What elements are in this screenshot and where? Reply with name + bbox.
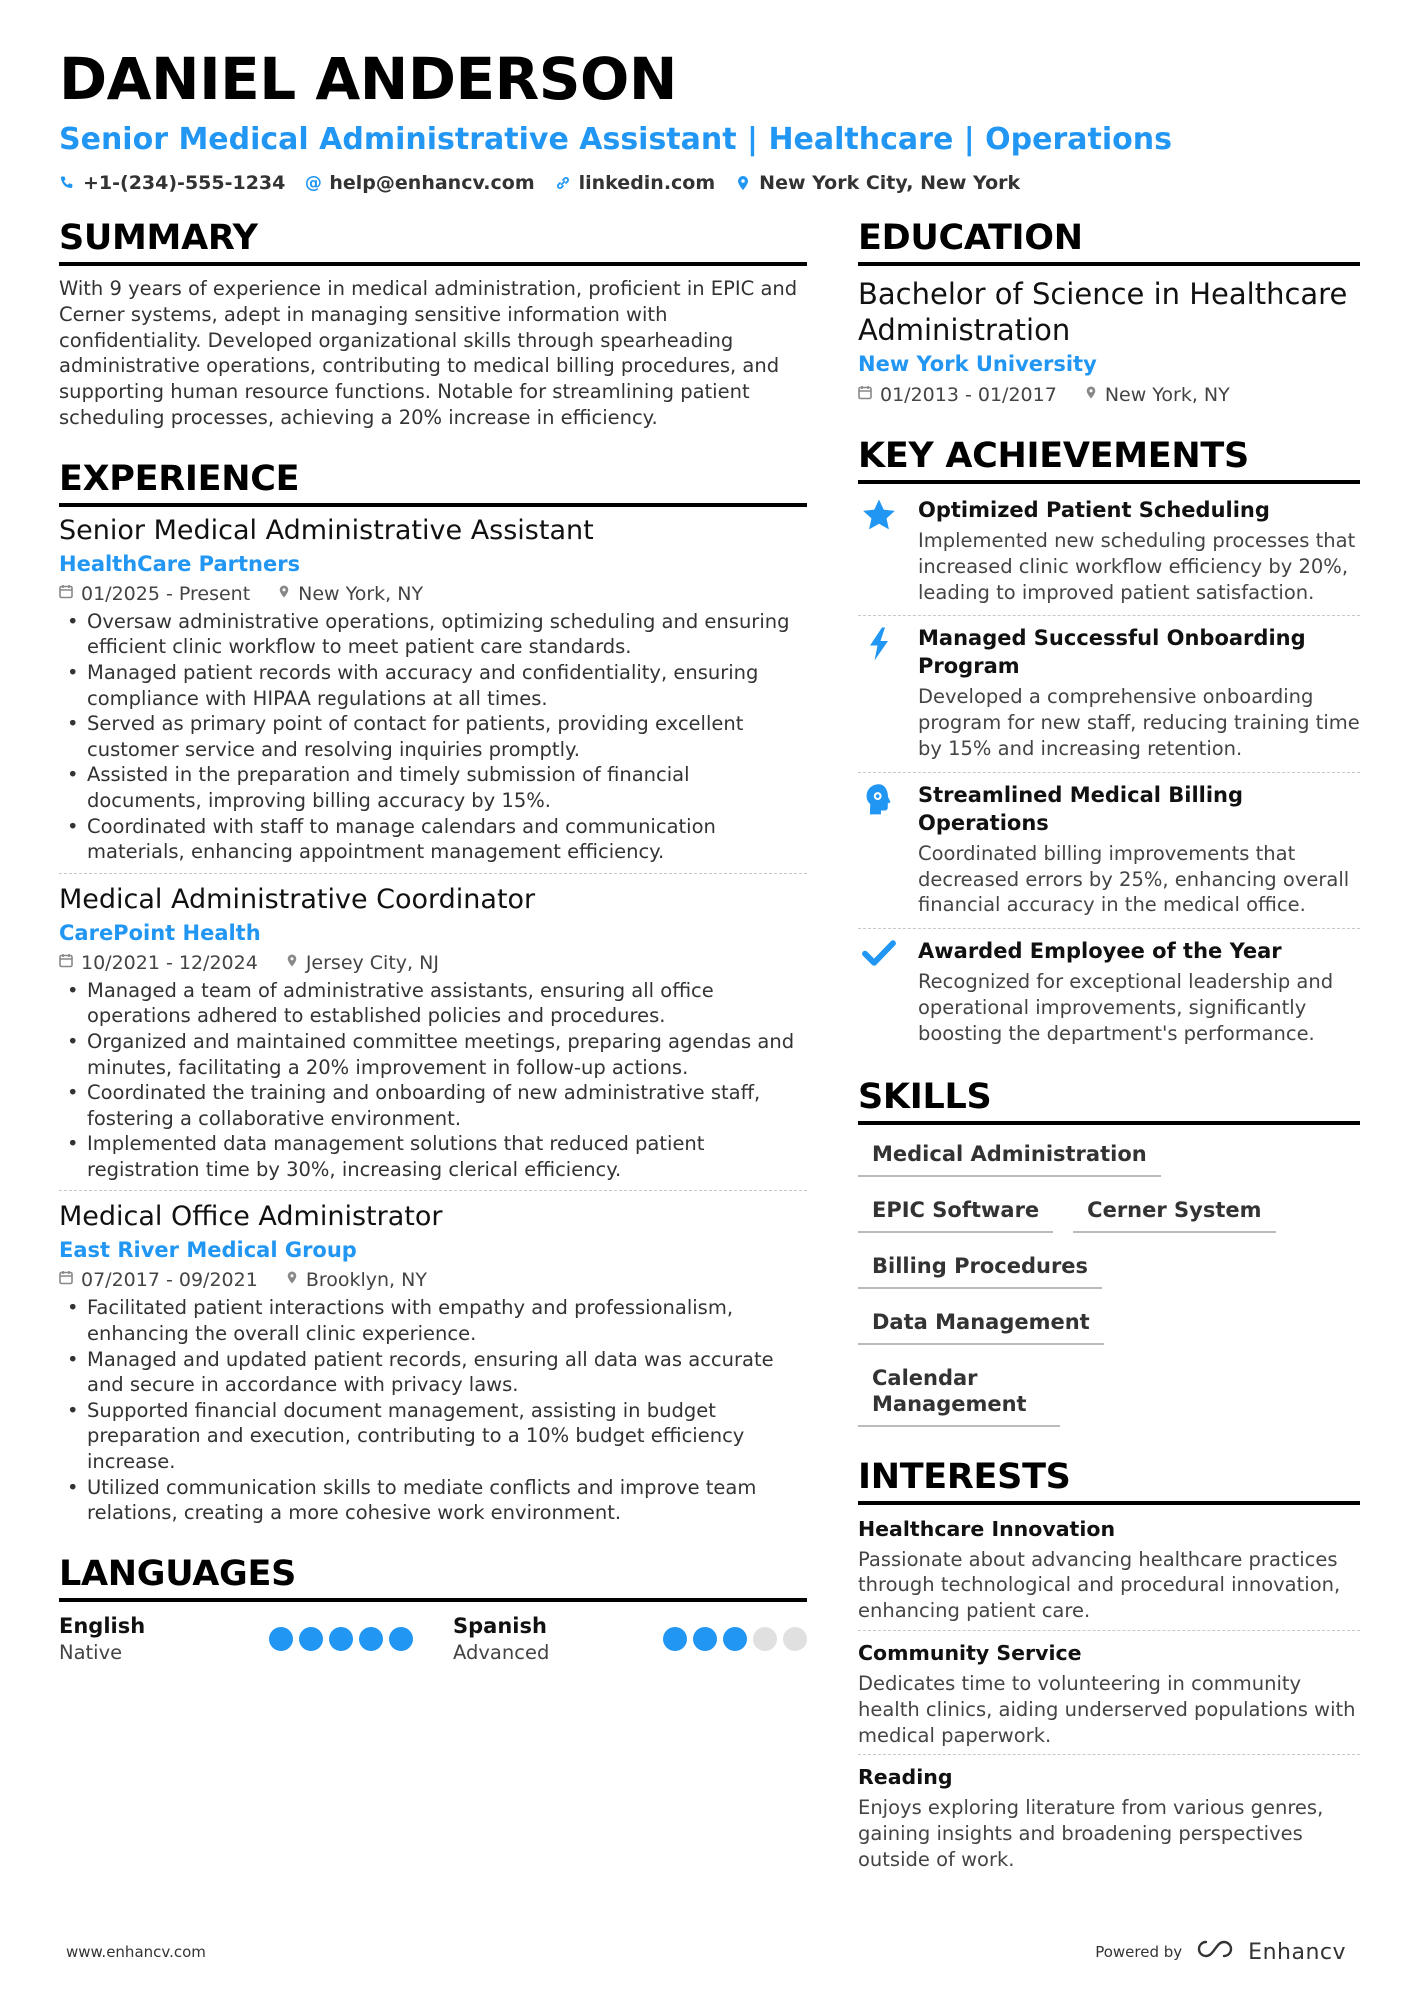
job-dates (59, 948, 258, 978)
skill-tag: Billing Procedures (858, 1247, 1102, 1289)
summary-section (59, 218, 807, 431)
job-dates-text: 01/2025 - Present (81, 582, 251, 605)
job-location (278, 579, 423, 609)
page-footer (66, 1938, 1346, 1966)
school: New York University (858, 352, 1097, 376)
contact-location-text: New York City, New York (759, 172, 1021, 194)
footer-website[interactable]: www.enhancv.com (66, 1943, 206, 1961)
contact-phone[interactable] (59, 172, 285, 194)
job-location (286, 948, 439, 978)
interests-section (858, 1457, 1360, 1879)
degree: Bachelor of Science in Healthcare Administration (858, 277, 1348, 347)
experience-section (59, 459, 807, 1534)
job-dates-text: 10/2021 - 12/2024 (81, 951, 258, 974)
job-entry (59, 882, 807, 1192)
language-level: Native (59, 1640, 123, 1664)
interest-desc: Enjoys exploring literature from various genres, gaining insights and broadening perspectives outside of work. (858, 1796, 1324, 1871)
rating-dot-empty (753, 1627, 777, 1651)
job-bullet: • Oversaw administrative operations, optimizing scheduling and ensuring efficient clinic workflow to meet patient care standards. (59, 609, 807, 660)
skill-tag: EPIC Software (858, 1191, 1053, 1233)
location-pin-icon (735, 175, 751, 191)
interest-item (858, 1759, 1360, 1878)
job-dates-text: 07/2017 - 09/2021 (81, 1269, 258, 1292)
achievement-item (858, 616, 1360, 772)
achievement-item (858, 929, 1360, 1056)
contact-phone-text: +1-(234)-555-1234 (83, 172, 286, 194)
right-column (858, 218, 1360, 1907)
education-location (1085, 380, 1230, 410)
rating-dot-filled (723, 1627, 747, 1651)
skill-tag: Data Management (858, 1303, 1104, 1345)
languages-section (59, 1554, 807, 1666)
job-bullet: • Organized and maintained committee meetings, preparing agendas and minutes, facilitating a 20% improvement in follow-up actions. (59, 1029, 807, 1080)
calendar-icon (858, 380, 872, 410)
achievement-item (858, 773, 1360, 929)
language-item (453, 1612, 807, 1666)
job-meta (59, 948, 807, 978)
languages-title: LANGUAGES (59, 1554, 807, 1602)
education-section (858, 218, 1360, 410)
job-entry (59, 513, 807, 874)
job-location (286, 1265, 427, 1295)
interest-desc: Dedicates time to volunteering in community health clinics, aiding underserved populations with medical paperwork. (858, 1671, 1356, 1747)
location-pin-icon (1085, 380, 1097, 410)
interest-title: Healthcare Innovation (858, 1516, 1116, 1541)
language-rating (269, 1627, 413, 1651)
achievement-desc: Coordinated billing improvements that decreased errors by 25%, enhancing overall financial accuracy in the medical office. (918, 841, 1350, 917)
achievements-section (858, 436, 1360, 1057)
job-dates (59, 579, 250, 609)
job-bullets (59, 1295, 807, 1525)
job-company: East River Medical Group (59, 1238, 357, 1263)
job-title: Medical Office Administrator (59, 1201, 443, 1233)
achievement-title: Awarded Employee of the Year (918, 939, 1282, 964)
powered-by-label: Powered by (1095, 1943, 1183, 1961)
summary-title: SUMMARY (59, 218, 807, 266)
job-bullet: • Coordinated with staff to manage calendars and communication materials, enhancing appointment management efficiency. (59, 814, 807, 865)
job-bullet: • Coordinated the training and onboarding of new administrative staff, fostering a collaborative environment. (59, 1080, 807, 1131)
location-pin-icon (286, 948, 298, 978)
calendar-icon (59, 948, 73, 978)
language-rating (663, 1627, 807, 1651)
achievement-item (858, 488, 1360, 616)
education-title: EDUCATION (858, 218, 1360, 266)
job-company: HealthCare Partners (59, 551, 301, 576)
job-bullet: • Facilitated patient interactions with empathy and professionalism, enhancing the overall clinic experience. (59, 1295, 807, 1346)
education-location-text: New York, NY (1104, 384, 1230, 406)
summary-text: With 9 years of experience in medical administration, proficient in EPIC and Cerner systems, adept in managing sensitive information with confidentiality. Developed organizational skills through spearheading administrative operations, contributing to medical billing procedures, and supporting human resource functions. Notable for streamlining patient scheduling processes, achieving a 20% increase in efficiency. (59, 277, 798, 429)
skills-list (858, 1135, 1360, 1427)
language-name: English (59, 1613, 146, 1638)
job-company: CarePoint Health (59, 920, 261, 945)
skill-tag: Medical Administration (858, 1135, 1161, 1177)
contact-email[interactable] (305, 172, 534, 194)
brand-logo[interactable] (1196, 1938, 1346, 1966)
rating-dot-filled (389, 1627, 413, 1651)
interests-title: INTERESTS (858, 1457, 1360, 1505)
job-bullet: • Served as primary point of contact for patients, providing excellent customer service and resolving inquiries promptly. (59, 711, 807, 762)
job-entry (59, 1199, 807, 1533)
head-gear-icon (858, 781, 900, 918)
achievement-desc: Developed a comprehensive onboarding program for new staff, reducing training time by 15% and increasing retention. (918, 685, 1360, 760)
experience-title: EXPERIENCE (59, 459, 807, 507)
phone-icon (59, 175, 75, 191)
achievement-title: Streamlined Medical Billing Operations (918, 782, 1244, 835)
rating-dot-filled (663, 1627, 687, 1651)
job-bullet: • Supported financial document management, assisting in budget preparation and execution, contributing to a 10% budget efficiency increase. (59, 1398, 807, 1475)
job-bullet: • Assisted in the preparation and timely submission of financial documents, improving billing accuracy by 15%. (59, 762, 807, 813)
job-location-text: Brooklyn, NY (305, 1269, 427, 1292)
link-icon (555, 175, 571, 191)
at-sign-icon: @ (304, 173, 322, 193)
skills-section (858, 1077, 1360, 1427)
achievement-title: Managed Successful Onboarding Program (918, 626, 1306, 679)
job-title: Medical Administrative Coordinator (59, 883, 536, 915)
language-item (59, 1612, 413, 1666)
interest-item (858, 1511, 1360, 1631)
candidate-headline: Senior Medical Administrative Assistant | Healthcare | Operations (59, 122, 1172, 157)
calendar-icon (59, 1265, 73, 1295)
achievement-desc: Recognized for exceptional leadership and operational improvements, significantly boosting the department's performance. (918, 970, 1334, 1045)
job-meta (59, 579, 807, 609)
job-dates (59, 1265, 258, 1295)
contact-linkedin-text: linkedin.com (578, 172, 716, 194)
job-location-text: New York, NY (298, 582, 424, 605)
location-pin-icon (286, 1265, 298, 1295)
rating-dot-filled (359, 1627, 383, 1651)
interest-item (858, 1635, 1360, 1755)
enhancv-logo-icon (1196, 1938, 1240, 1966)
language-name: Spanish (453, 1613, 547, 1638)
language-level: Advanced (453, 1640, 550, 1664)
education-dates (858, 380, 1057, 410)
languages-grid (59, 1612, 807, 1666)
interest-title: Community Service (858, 1640, 1082, 1665)
rating-dot-filled (299, 1627, 323, 1651)
education-dates-text: 01/2013 - 01/2017 (880, 384, 1057, 406)
job-bullets (59, 978, 807, 1183)
interest-title: Reading (858, 1765, 953, 1790)
skill-tag: Cerner System (1073, 1191, 1275, 1233)
job-bullet: • Managed and updated patient records, ensuring all data was accurate and secure in accordance with privacy laws. (59, 1347, 807, 1398)
job-meta (59, 1265, 807, 1295)
contact-bar (59, 172, 1359, 194)
job-bullets (59, 609, 807, 865)
rating-dot-filled (329, 1627, 353, 1651)
achievement-title: Optimized Patient Scheduling (918, 498, 1270, 522)
skills-title: SKILLS (858, 1077, 1360, 1125)
brand-name: Enhancv (1248, 1939, 1346, 1965)
calendar-icon (59, 579, 73, 609)
contact-linkedin[interactable] (555, 172, 716, 194)
job-location-text: Jersey City, NJ (305, 951, 439, 974)
achievements-title: KEY ACHIEVEMENTS (858, 436, 1360, 484)
job-bullet: • Utilized communication skills to mediate conflicts and improve team relations, creating a more cohesive work environment. (59, 1475, 807, 1526)
location-pin-icon (278, 579, 290, 609)
rating-dot-empty (783, 1627, 807, 1651)
star-icon (858, 496, 900, 605)
job-title: Senior Medical Administrative Assistant (59, 514, 594, 546)
left-column (59, 218, 807, 1694)
rating-dot-filled (693, 1627, 717, 1651)
contact-location (735, 172, 1020, 194)
skill-tag: Calendar Management (858, 1359, 1060, 1427)
education-meta (858, 380, 1360, 410)
job-bullet: • Implemented data management solutions that reduced patient registration time by 30%, increasing clerical efficiency. (59, 1131, 807, 1182)
contact-email-text: help@enhancv.com (329, 172, 535, 194)
job-bullet: • Managed a team of administrative assistants, ensuring all office operations adhered to established policies and procedures. (59, 978, 807, 1029)
interest-desc: Passionate about advancing healthcare practices through technological and procedural innovation, enhancing patient care. (858, 1547, 1341, 1623)
resume-header (59, 44, 1359, 194)
powered-by (1095, 1938, 1346, 1966)
lightning-icon (858, 624, 900, 761)
rating-dot-filled (269, 1627, 293, 1651)
checkmark-icon (858, 937, 900, 1046)
candidate-name: DANIEL ANDERSON (59, 45, 677, 113)
achievement-desc: Implemented new scheduling processes that increased clinic workflow efficiency by 20%, leading to improved patient satisfaction. (918, 529, 1356, 604)
job-bullet: • Managed patient records with accuracy and confidentiality, ensuring compliance with HIPAA regulations at all times. (59, 660, 807, 711)
